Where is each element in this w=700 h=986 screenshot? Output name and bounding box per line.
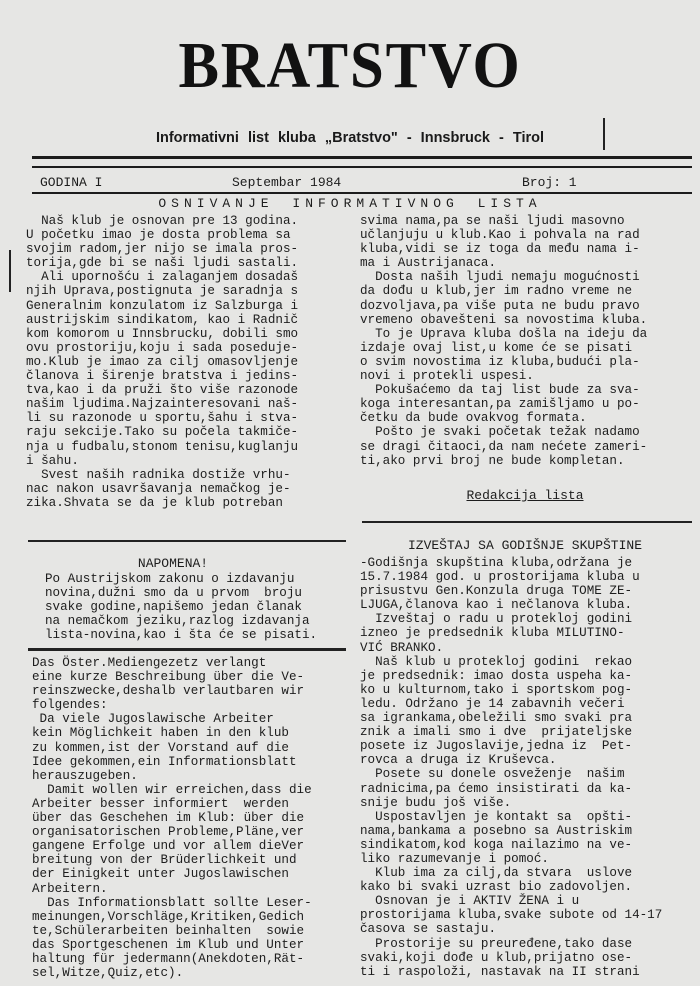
section-title: OSNIVANJE INFORMATIVNOG LISTA [158,196,542,211]
text-line: Arbeitern. [32,881,108,896]
text-line: Prostorije su preuređene,tako dase [360,936,633,951]
text-line: Das Öster.Mediengezetz verlangt [32,656,267,670]
text-line: Pošto je svaki početak težak nadamo [360,425,640,440]
issue-rule [32,192,692,194]
text-line: Damit wollen wir erreichen,dass die [32,782,312,797]
text-line: Po Austrijskom zakonu o izdavanju [45,572,295,586]
text-line: lista-novina,kao i šta će se pisati. [45,628,318,643]
text-line: nja u fudbalu,stonom tenisu,kuglanju [26,439,299,454]
text-line: kluba,vidi se iz toga da među nama i- [360,242,640,257]
text-line: ko u kulturnom,tako i sportskom pog- [360,682,633,697]
text-line: na nemačkom jeziku,razlog izdavanja [45,614,310,629]
text-line: eine kurze Beschreibung über die Ve- [32,670,305,685]
text-line: rovca a druga iz Kruševca. [360,753,557,768]
text-line: svake godine,napišemo jedan članak [45,600,302,615]
text-line: Klub ima za cilj,da stvara uslove [360,866,633,881]
text-line: Ali upornošću i zalaganjem dosadaš [26,270,299,285]
text-line: nac nakon usavršavanja nemačkog je- [26,481,291,496]
text-line: snije budu još više. [360,795,512,810]
napomena-text [45,572,370,642]
masthead-rule-bottom [32,166,692,168]
text-line: našim ljudima.Najzainteresovani naš- [26,397,299,412]
text-line: Idee gekommen,ein Informationsblatt [32,754,297,769]
text-line: torija,gde bi se naši ljudi sastali. [26,256,299,271]
text-line: ovu prostoriju,koju i sada posedujе- [26,340,299,355]
napomena-heading: NAPOMENA! [137,556,209,571]
text-line: ti,ako prvi broj ne bude kompletan. [360,453,625,468]
text-line: Naš klub je osnovan pre 13 godina. [26,214,299,228]
text-line: Posete su donele osveženje našim [360,767,625,782]
text-line: kako bi svaki uzrast bio zadovoljen. [360,880,633,895]
text-line: Arbeiter besser informiert werden [32,796,289,811]
text-line: tva,kao i da pruži što više razonode [26,383,299,398]
izvestaj-text [360,556,690,979]
text-line: svojim radom,jer nijo se imala pros- [26,242,299,257]
text-line: raju sekcije.Tako su počela takmiče- [26,425,299,440]
masthead-subtitle: Informativni list kluba „Bratstvo" - Innsbruck - Tirol [155,130,545,146]
text-line: sel,Witze,Quiz,etc). [32,966,184,981]
text-line: Das Informationsblatt sollte Leser- [32,895,312,910]
text-line: novina,dužni smo da u prvom broju [45,586,302,601]
masthead-side-bar [603,118,605,150]
text-line: ledu. Održano je 14 zabavnih večeri [360,696,625,711]
text-line: nama,bankama a posebno sa Austriskim [360,823,633,838]
text-line: kom komorom u Innsbrucku, dobili smo [26,326,299,341]
text-line: herauszugeben. [32,768,138,783]
text-line: VIĆ BRANKO. [360,640,444,655]
text-line: haltung für jedermann(Anekdoten,Rät- [32,951,305,966]
signature: Redakcija lista [466,488,584,503]
text-line: Naš klub u proteklој godini rekao [360,654,633,669]
text-line: liko razumevanje i pomoć. [360,851,549,866]
text-line: austrijskim sindikatom, kao i Radnič [26,312,299,327]
text-line: Pokušaćemo da taj list bude za sva- [360,383,640,398]
text-line: je predsednik: imao dosta uspeha ka- [360,668,633,683]
text-line: da dođu u klub,jer im radno vreme ne [360,284,633,299]
text-line: Generalnim konzulatom iz Salzburga i [26,298,299,313]
text-line: Dosta naših ljudi nemaju mogućnosti [360,270,640,285]
text-line: sindikatom,kod koga nailazimo na ve- [360,837,633,852]
text-line: To je Uprava kluba došla na ideju da [360,326,648,341]
text-line: članova i širenje bratstva i jedins- [26,369,299,384]
text-line: das Sportgeschenen im Klub und Unter [32,937,305,952]
text-line: gangene Erfolge und vor allem dieVer [32,839,305,854]
text-line: časova se sastaju. [360,922,497,937]
text-line: breitung von der Brüderlichkeit und [32,853,297,868]
text-line: LJUGA,članova kao i nečlanova kluba. [360,598,633,613]
right-rule [362,521,692,523]
text-line: zika.Shvata se da je klub potreban [26,495,283,510]
text-line: znik a imali smo i dve prijateljske [360,725,633,740]
text-line: Osnovan je i AKTIV ŽENA i u [360,894,580,909]
text-line: četku da bude ovakvog formata. [360,411,587,426]
founding-left-column [26,214,351,510]
text-line: mo.Klub je imao za cilj omasovljenje [26,354,299,369]
text-line: Da viele Jugoslawische Arbeiter [32,712,274,727]
masthead-rule-top [32,156,692,159]
text-line: ma i Austrijanaca. [360,256,497,271]
text-line: njih Uprava,postignuta je saradnja s [26,284,299,299]
text-line: reinszwecke,deshalb verlautbaren wir [32,684,305,699]
text-line: organisatorischen Probleme,Pläne,ver [32,825,305,840]
founding-right-column [360,214,690,468]
text-line: koga interesantan,pa zamišljamo u po- [360,397,640,412]
text-line: izneo je predsednik kluba MILUTINO- [360,626,625,641]
text-line: folgendes: [32,698,108,713]
text-line: o svim novostima iz kluba,budući pla- [360,354,640,369]
text-line: meinungen,Vorschläge,Kritiken,Gedich [32,909,305,924]
text-line: se dragi čitaoci,da nam nećete zameri- [360,439,648,454]
text-line: li su razonode u sportu,šahu i stva- [26,411,299,426]
text-line: prisustvu Gen.Konzula druga TOME ZE- [360,584,633,599]
text-line: zu kommen,ist der Vorstand auf die [32,740,289,755]
left-rule-2 [28,648,346,651]
left-rule-1 [28,540,346,542]
text-line: ti i raspoloži, nastavak na II strani [360,964,640,979]
german-text [32,656,357,980]
text-line: izdaje ovaj list,u kome će se pisati [360,340,633,355]
text-line: Izveštaj o radu u proteklој godini [360,612,633,627]
text-line: novi i protekli uspesi. [360,369,534,384]
issue-number: Broj: 1 [522,175,577,190]
text-line: -Godišnja skupština kluba,održana je [360,556,633,570]
issue-year: GODINA I [40,175,103,190]
text-line: radnicima,pa ćemo insistirati da ka- [360,781,633,796]
text-line: posete iz Jugoslavije,jedna iz Pet- [360,739,633,754]
text-line: über das Geschehen im Klub: über die [32,811,305,826]
text-line: Uspostavljen je kontakt sa opšti- [360,809,633,824]
margin-mark [9,250,11,292]
text-line: 15.7.1984 god. u prostorijama kluba u [360,570,640,585]
text-line: svima nama,pa se naši ljudi masovno [360,214,625,228]
izvestaj-heading: IZVEŠTAJ SA GODIŠNJE SKUPŠTINE [407,538,643,553]
text-line: i šahu. [26,453,79,468]
text-line: Svest naših radnika dostiže vrhu- [26,467,291,482]
text-line: dozvoljava,pa više puta ne budu pravo [360,298,640,313]
masthead-title: BRATSTVO [178,29,522,102]
text-line: te,Schülerarbeiten beinhalten sowie [32,923,305,938]
text-line: der Einigkeit unter Jugoslawischen [32,867,289,882]
text-line: vremeno obavešteni sa novostima kluba. [360,312,648,327]
text-line: prostorijama kluba,svake subote od 14-17 [360,908,663,923]
text-line: U početku imao je dosta problema sa [26,228,291,243]
text-line: svaki,koji dođe u klub,prijatno ose- [360,950,633,965]
text-line: sa igrankama,obeležili smo svaki pra [360,711,633,726]
text-line: kein Möglichkeit haben in den klub [32,726,289,741]
text-line: učlanjuju u klub.Kao i pohvala na rad [360,228,640,243]
issue-date: Septembar 1984 [232,175,342,190]
